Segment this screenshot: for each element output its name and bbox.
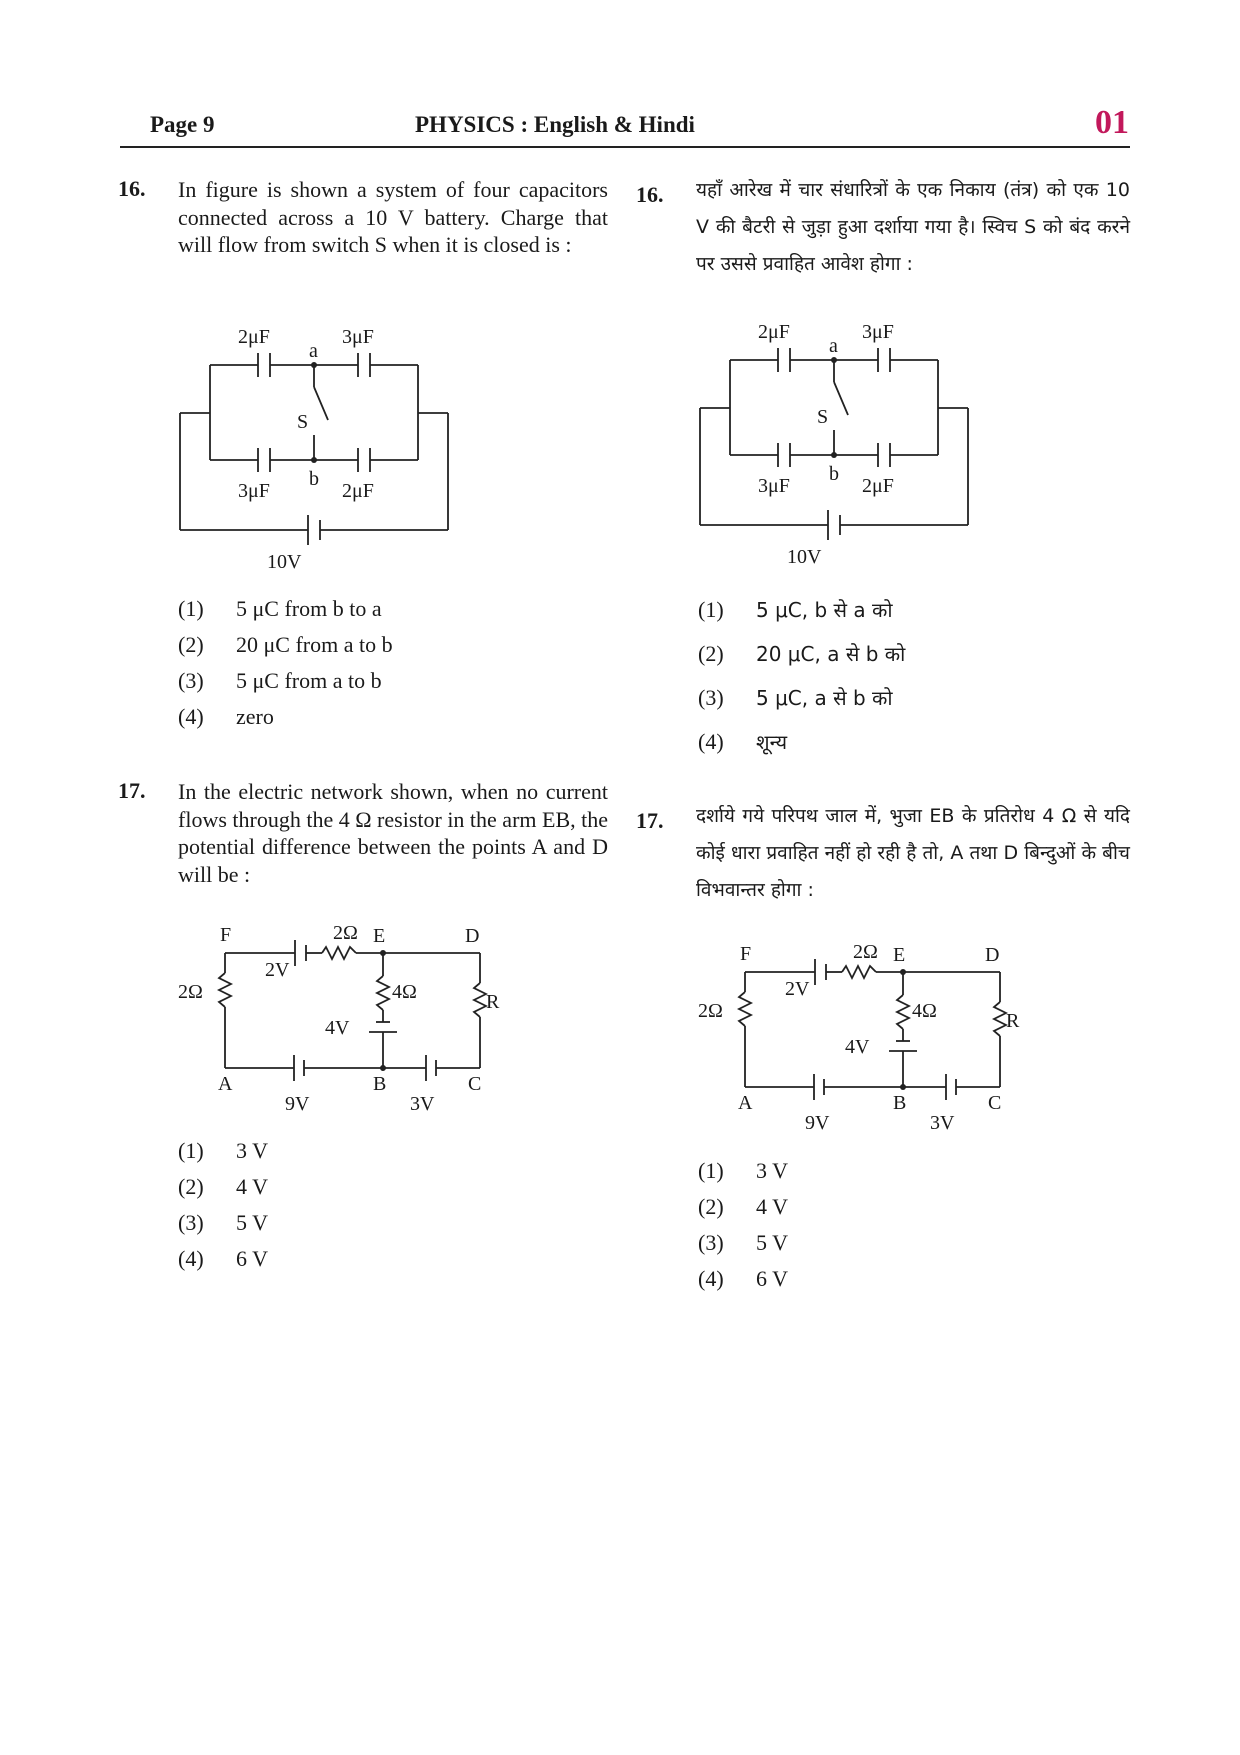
battery-label: 4V (325, 1017, 350, 1039)
resistor-network-diagram (170, 918, 515, 1118)
option-number: (1) (178, 1138, 204, 1163)
option-number: (4) (178, 1246, 204, 1271)
node-label-e: E (893, 944, 906, 966)
question-text: In the electric network shown, when no current flows through the 4 Ω resistor in the arm EB, the potential difference between the points A and D will be : (178, 779, 608, 887)
capacitor-label: 3μF (342, 326, 374, 348)
battery-label: 2V (785, 978, 810, 1000)
circuit-wires (739, 959, 1006, 1100)
page-title: PHYSICS : English & Hindi (415, 112, 695, 137)
resistor-label: 2Ω (333, 922, 358, 944)
node-b-dot (900, 1084, 906, 1090)
header-divider (120, 146, 1130, 148)
battery-label: 10V (787, 546, 822, 568)
option-number: (3) (178, 668, 204, 693)
question-text-hindi: दर्शाये गये परिपथ जाल में, भुजा EB के प्रतिरोध 4 Ω से यदि कोई धारा प्रवाहित नहीं हो रही है तो, A तथा D बिन्दुओं के बीच विभवान्तर होगा : (696, 805, 1130, 901)
node-e-dot (380, 950, 386, 956)
node-label-b: B (373, 1073, 387, 1095)
option-text-hindi: शून्य (756, 730, 788, 754)
node-label-b: b (829, 463, 839, 485)
option[interactable] (178, 704, 274, 730)
node-label-c: C (468, 1073, 482, 1095)
option-text: zero (236, 704, 274, 729)
node-a-dot (311, 362, 317, 368)
question-text: In figure is shown a system of four capacitors connected across a 10 V battery. Charge that will flow from switch S when it is closed is : (178, 177, 608, 257)
circuit-wires (700, 348, 968, 540)
option-text: 5 V (756, 1230, 788, 1255)
option[interactable] (178, 1246, 268, 1272)
resistor-label: 4Ω (912, 1000, 937, 1022)
battery-label: 2V (265, 959, 290, 981)
capacitor-label: 2μF (238, 326, 270, 348)
option[interactable] (178, 1210, 268, 1236)
option[interactable] (698, 1266, 788, 1292)
option-text-hindi: 20 μC, a से b को (756, 642, 906, 666)
capacitor-label: 2μF (862, 475, 894, 497)
circuit-wires (180, 353, 448, 545)
option-text: 5 μC from b to a (236, 596, 382, 621)
option-text: 20 μC from a to b (236, 632, 393, 657)
option[interactable] (698, 1158, 788, 1184)
option-number: (1) (698, 597, 724, 622)
option-text: 3 V (236, 1138, 268, 1163)
node-b-dot (311, 457, 317, 463)
switch-label: S (297, 411, 309, 433)
option-text: 5 μC from a to b (236, 668, 382, 693)
resistor-label: R (486, 991, 500, 1013)
node-a-dot (831, 357, 837, 363)
option-number: (4) (698, 1266, 724, 1291)
option-number: (2) (178, 632, 204, 657)
node-b-dot (831, 452, 837, 458)
node-label-f: F (740, 943, 752, 965)
battery-label: 3V (930, 1112, 955, 1134)
option-number: (1) (698, 1158, 724, 1183)
option-number: (2) (698, 1194, 724, 1219)
circuit-wires (219, 940, 486, 1081)
option-text-hindi: 5 μC, b से a को (756, 598, 893, 622)
option[interactable] (698, 728, 787, 755)
option-number: (4) (698, 729, 724, 754)
option[interactable] (178, 1174, 268, 1200)
capacitor-label: 2μF (758, 321, 790, 343)
option-text: 4 V (236, 1174, 268, 1199)
node-label-a: A (218, 1073, 233, 1095)
option[interactable] (698, 1194, 788, 1220)
switch-label: S (817, 406, 829, 428)
resistor-label: 2Ω (698, 1000, 723, 1022)
option-number: (4) (178, 704, 204, 729)
question-number: 16. (118, 176, 146, 201)
option-text: 5 V (236, 1210, 268, 1235)
node-label-c: C (988, 1092, 1002, 1114)
resistor-network-diagram (690, 937, 1035, 1137)
capacitor-label: 3μF (238, 480, 270, 502)
node-label-f: F (220, 924, 232, 946)
option[interactable] (698, 684, 893, 711)
battery-label: 3V (410, 1093, 435, 1115)
option-text: 6 V (756, 1266, 788, 1291)
node-label-e: E (373, 925, 386, 947)
option-text: 3 V (756, 1158, 788, 1183)
node-label-b: B (893, 1092, 907, 1114)
option-number: (3) (178, 1210, 204, 1235)
node-b-dot (380, 1065, 386, 1071)
battery-label: 10V (267, 551, 302, 573)
resistor-label: 4Ω (392, 981, 417, 1003)
option-number: (2) (698, 641, 724, 666)
option-text-hindi: 5 μC, a से b को (756, 686, 893, 710)
battery-label: 9V (805, 1112, 830, 1134)
option[interactable] (698, 596, 893, 623)
option[interactable] (698, 1230, 788, 1256)
option[interactable] (178, 1138, 268, 1164)
node-label-a: a (309, 340, 318, 362)
option-number: (3) (698, 685, 724, 710)
resistor-label: R (1006, 1010, 1020, 1032)
option[interactable] (698, 640, 905, 667)
question-number: 17. (118, 778, 146, 803)
paper-code: 01 (1095, 104, 1129, 141)
question-number: 17. (636, 808, 664, 833)
question-number: 16. (636, 182, 664, 207)
capacitor-label: 3μF (862, 321, 894, 343)
node-label-b: b (309, 468, 319, 490)
option-number: (3) (698, 1230, 724, 1255)
node-label-a: A (738, 1092, 753, 1114)
capacitor-circuit-diagram (170, 315, 460, 575)
node-label-d: D (465, 925, 480, 947)
capacitor-label: 2μF (342, 480, 374, 502)
option-text: 4 V (756, 1194, 788, 1219)
option[interactable] (178, 596, 382, 622)
battery-label: 4V (845, 1036, 870, 1058)
option-number: (2) (178, 1174, 204, 1199)
option-text: 6 V (236, 1246, 268, 1271)
node-label-d: D (985, 944, 1000, 966)
node-label-a: a (829, 335, 838, 357)
battery-label: 9V (285, 1093, 310, 1115)
capacitor-label: 3μF (758, 475, 790, 497)
question-text-hindi: यहाँ आरेख में चार संधारित्रों के एक निकाय (तंत्र) को एक 10 V की बैटरी से जुड़ा हुआ दर्शाया गया है। स्विच S को बंद करने पर उससे प्रवाहित आवेश होगा : (696, 179, 1130, 275)
resistor-label: 2Ω (178, 981, 203, 1003)
page-number: Page 9 (150, 112, 215, 137)
resistor-label: 2Ω (853, 941, 878, 963)
option[interactable] (178, 668, 382, 694)
option[interactable] (178, 632, 393, 658)
capacitor-circuit-diagram (690, 310, 980, 570)
node-e-dot (900, 969, 906, 975)
option-number: (1) (178, 596, 204, 621)
